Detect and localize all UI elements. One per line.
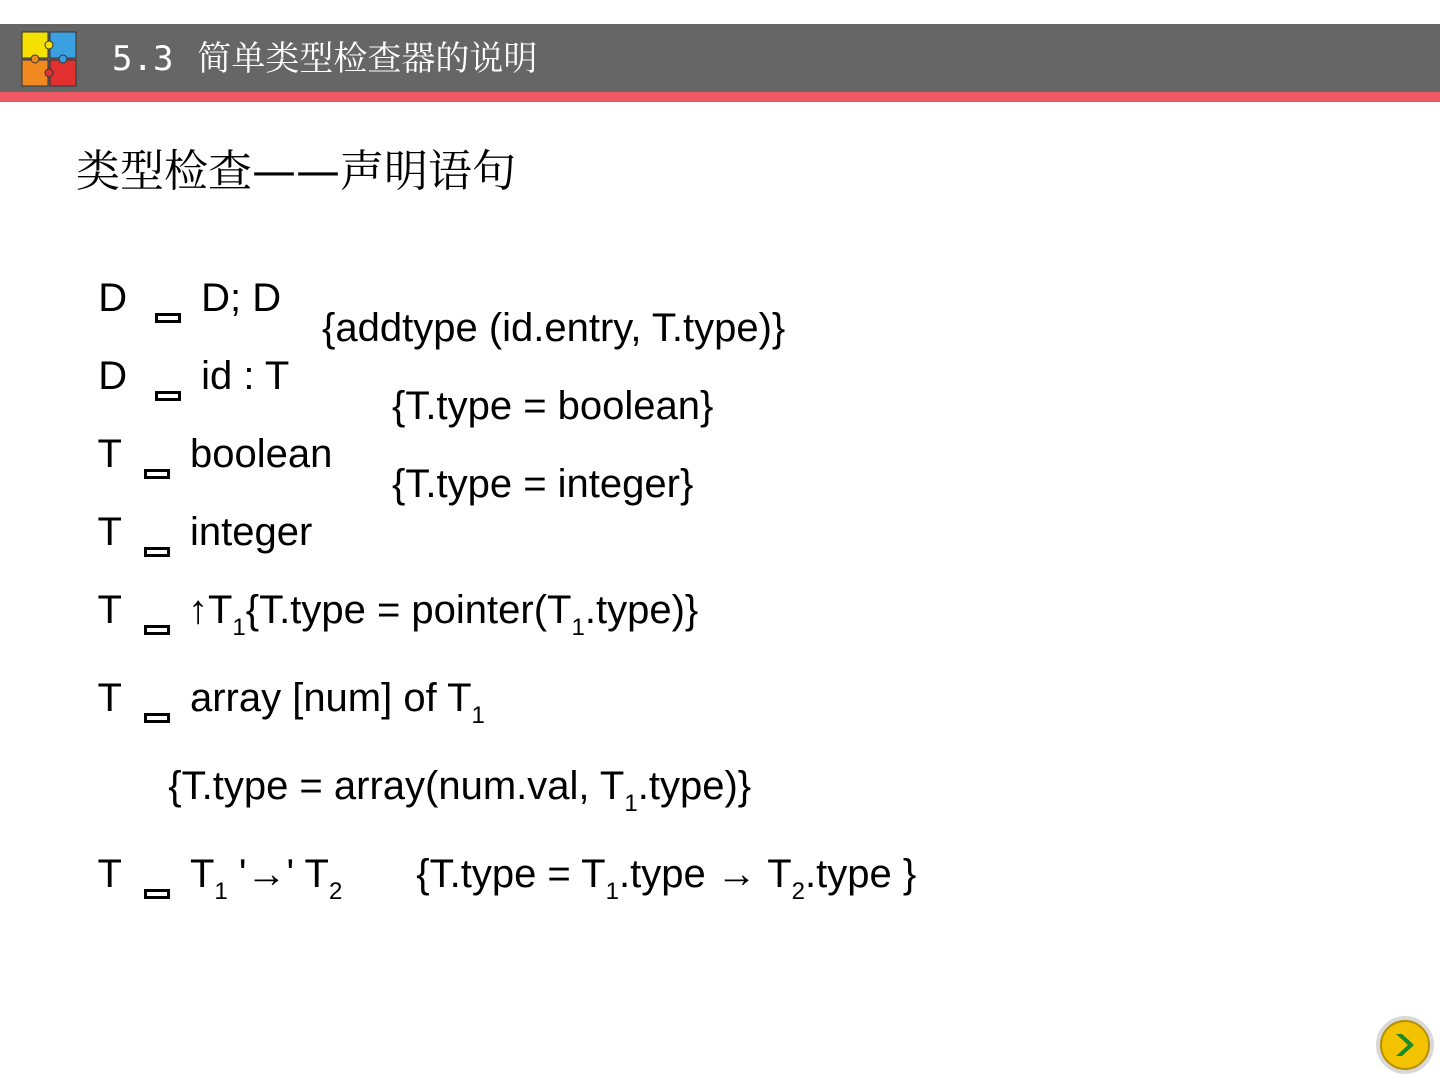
rule-rhs: id : T — [201, 354, 290, 398]
rule-5 — [76, 538, 699, 641]
header-stripe — [0, 92, 1440, 102]
rule-lhs: T — [97, 588, 122, 632]
rule-7-action — [394, 802, 917, 905]
rule-action: .type → T — [618, 852, 792, 896]
rule-rhs: D; D — [201, 276, 282, 320]
subscript: 1 — [571, 614, 585, 641]
subscript: 1 — [214, 878, 228, 905]
rule-lhs: D — [98, 354, 128, 398]
rule-lhs: D — [98, 276, 128, 320]
rule-rhs: integer — [189, 510, 313, 554]
subscript: 1 — [605, 878, 619, 905]
rule-6 — [76, 626, 485, 729]
rule-rhs: T — [189, 852, 215, 896]
rule-lhs: T — [97, 676, 122, 720]
production-arrow-icon — [144, 889, 170, 899]
rule-action: {T.type = array(num.val, T — [168, 764, 625, 808]
rule-rhs: boolean — [189, 432, 333, 476]
content-heading: 类型检查——声明语句 — [76, 146, 516, 197]
next-slide-button[interactable] — [1376, 1016, 1434, 1074]
subscript: 1 — [624, 790, 638, 817]
rule-rhs: array [num] of T — [189, 676, 472, 720]
rule-action: .type } — [804, 852, 917, 896]
rule-3-action: {T.type = boolean} — [392, 384, 714, 428]
section-title: 简单类型检查器的说明 — [197, 39, 538, 79]
rule-2-action: {addtype (id.entry, T.type)} — [322, 306, 786, 350]
rule-7 — [76, 802, 343, 905]
rule-rhs: ↑T — [187, 588, 233, 632]
rule-lhs: T — [97, 510, 122, 554]
next-arrow-icon — [1380, 1020, 1430, 1070]
rule-4-action: {T.type = integer} — [392, 462, 694, 506]
rule-lhs: T — [97, 432, 122, 476]
rule-action: .type)} — [584, 588, 699, 632]
rule-action: {T.type = pointer(T — [245, 588, 572, 632]
subscript: 1 — [471, 702, 485, 729]
rule-6-action — [146, 714, 752, 817]
page-title — [112, 38, 537, 80]
rule-action: .type)} — [637, 764, 752, 808]
subscript: 1 — [232, 614, 246, 641]
rule-action: {T.type = T — [416, 852, 606, 896]
puzzle-logo-icon — [20, 30, 78, 88]
rule-rhs: '→' T — [227, 852, 329, 896]
subscript: 2 — [328, 878, 343, 905]
rule-lhs: T — [97, 852, 122, 896]
section-number: 5.3 — [112, 39, 174, 79]
subscript: 2 — [791, 878, 805, 905]
